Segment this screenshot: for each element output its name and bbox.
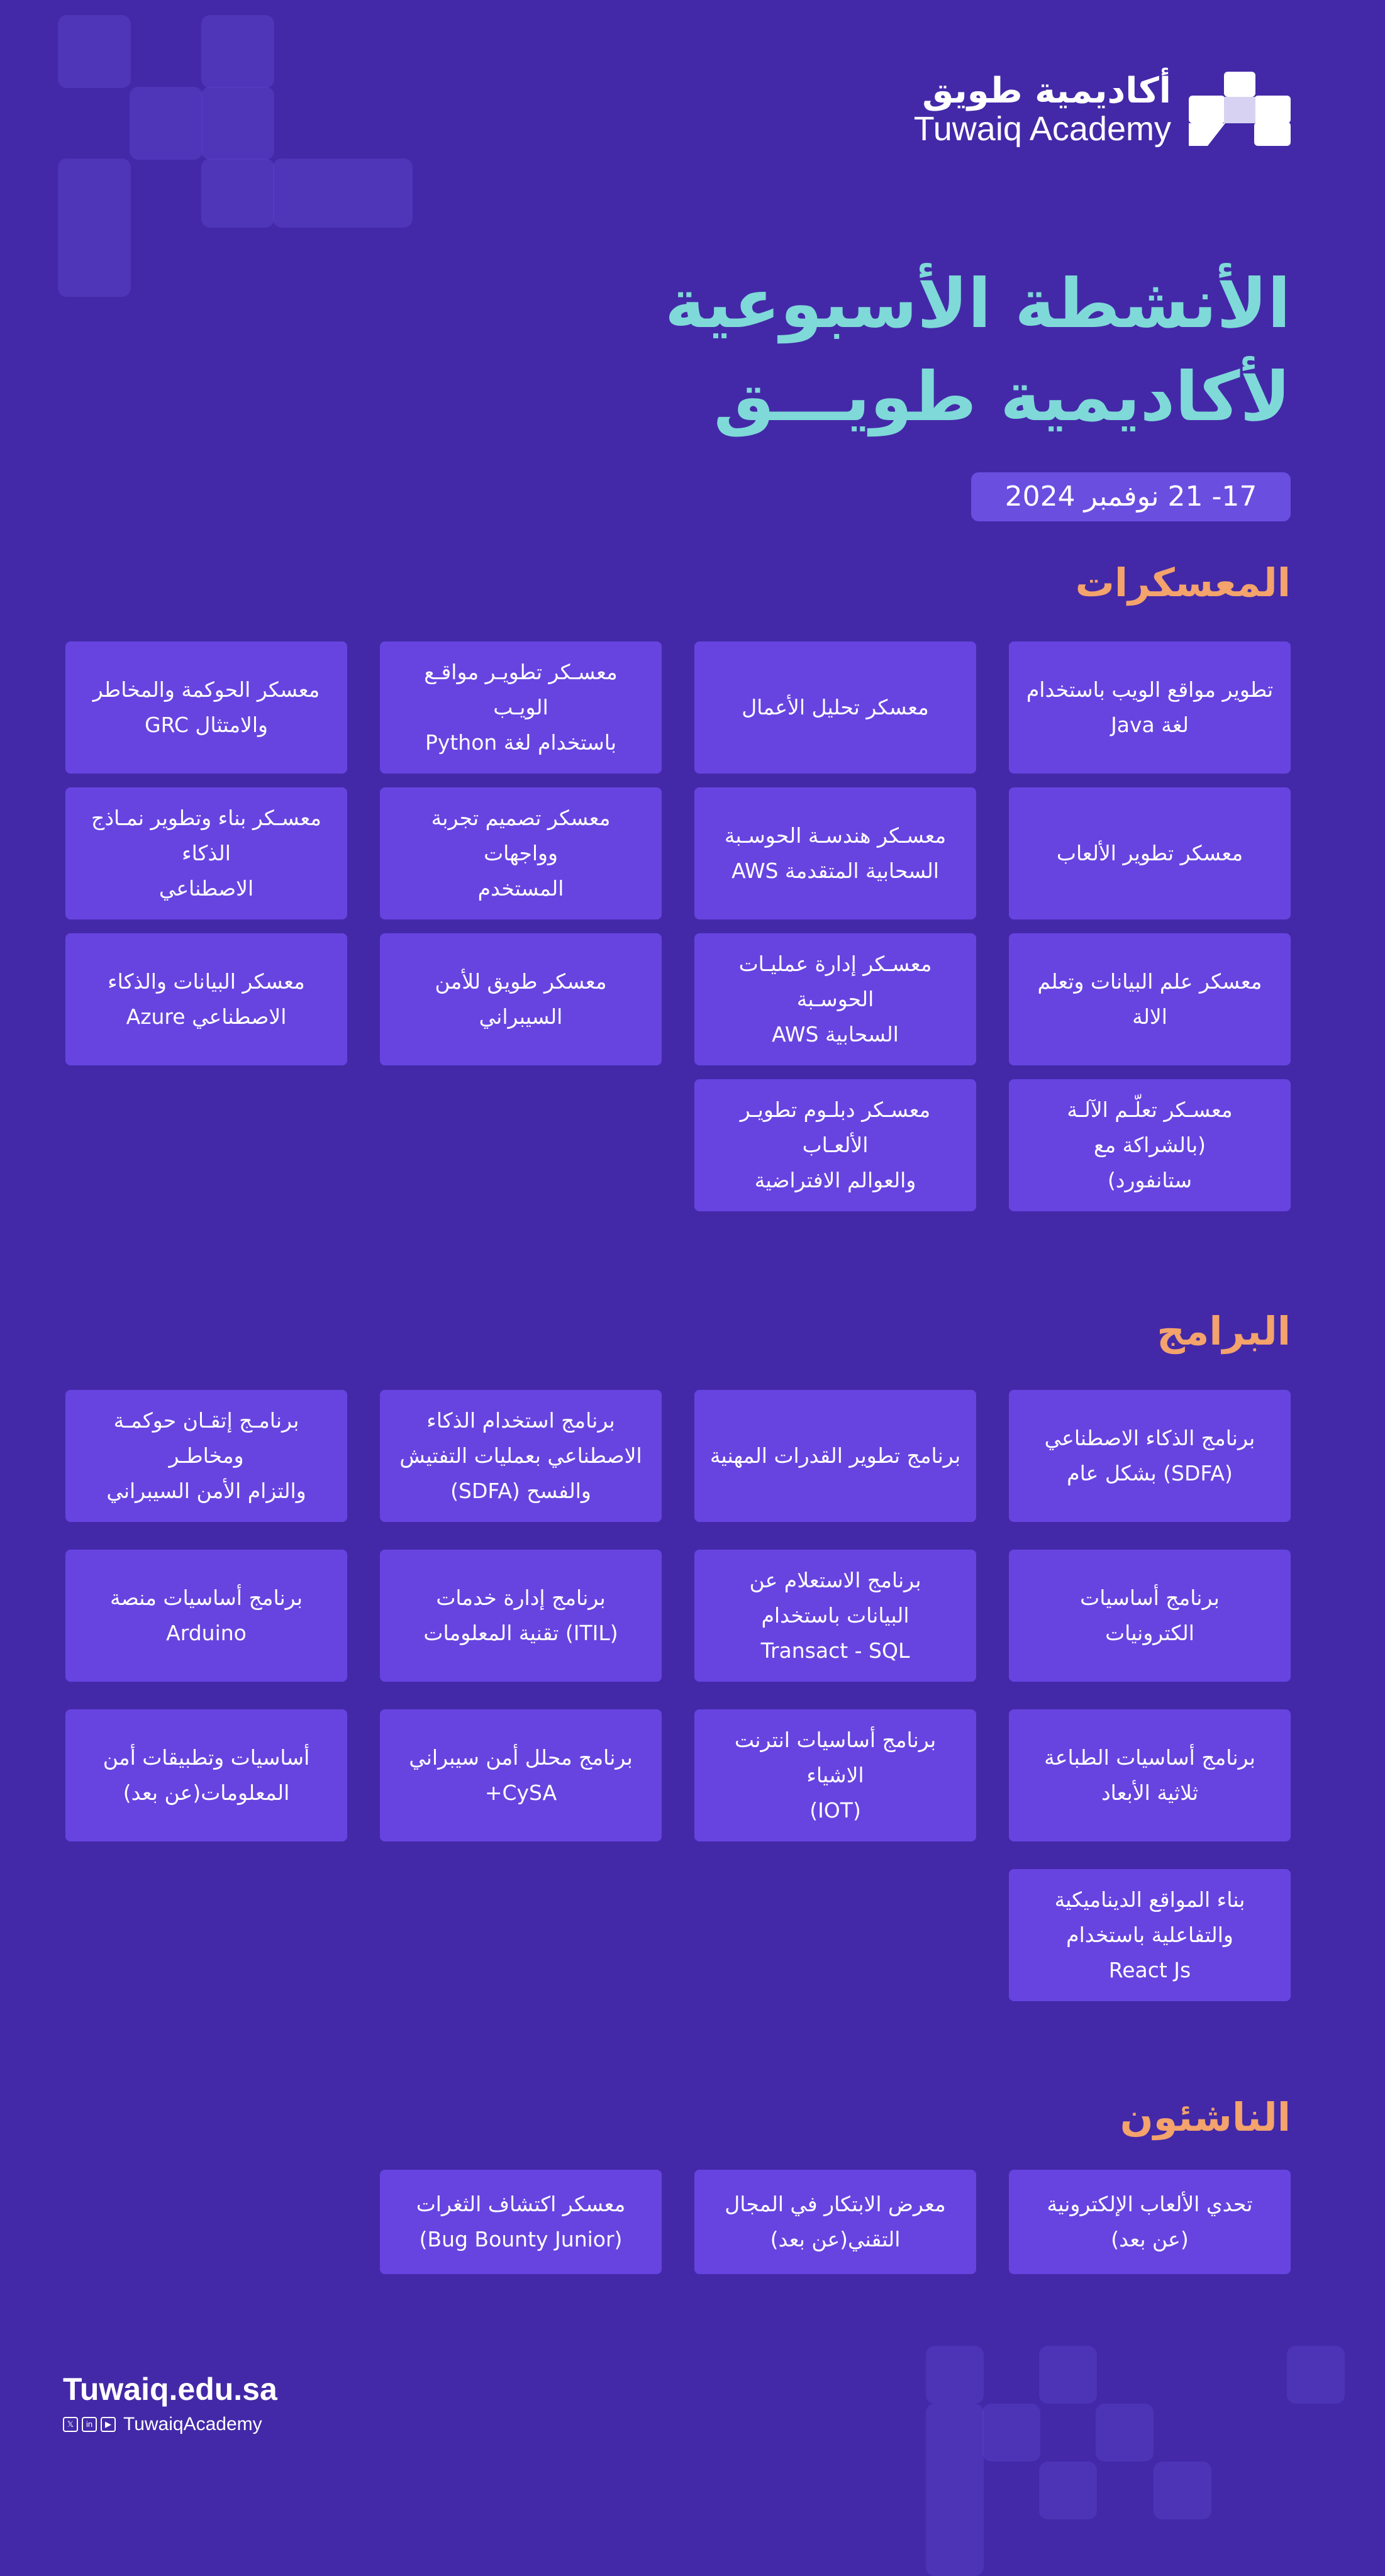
- camp-card: معسكر تحليل الأعمال: [694, 641, 976, 774]
- page-title-line-1: الأنشطة الأسبوعية: [665, 265, 1291, 343]
- page-title-line-2: لأكاديمية طويـــق: [713, 358, 1291, 436]
- camp-card: تطوير مواقع الويب باستخدام لغة Java: [1009, 641, 1291, 774]
- program-card: برنامج الاستعلام عن البيانات باستخدام Transact - SQL: [694, 1550, 976, 1682]
- social-handle-label: TuwaiqAcademy: [123, 2414, 262, 2434]
- program-card: برنامج أساسيات منصة Arduino: [65, 1550, 347, 1682]
- decor-square: [273, 158, 413, 228]
- x-icon: 𝕏: [63, 2417, 78, 2432]
- logo-arabic-name: أكاديمية طويق: [922, 70, 1171, 111]
- section-title-programs: البرامج: [1157, 1308, 1291, 1354]
- decor-square: [201, 87, 274, 160]
- camps-grid: [63, 641, 1291, 1211]
- decor-square: [1039, 2346, 1097, 2404]
- section-title-camps: المعسكرات: [1075, 560, 1291, 606]
- program-card: برنامج أساسيات الكترونيات: [1009, 1550, 1291, 1682]
- program-card: برنامج محلل أمن سيبراني CySA+: [380, 1709, 662, 1841]
- page-title: [665, 258, 1291, 444]
- decor-square: [926, 2346, 984, 2404]
- decor-square: [201, 158, 274, 228]
- camp-card: معسـكر تعلّـم الآلـة (بالشراكة مع ستانفورد): [1009, 1079, 1291, 1211]
- camp-card: معسـكر تطويـر مواقـع الويـب باستخدام لغة Python: [380, 641, 662, 774]
- program-card: برنامج الذكاء الاصطناعي (SDFA) بشكل عام: [1009, 1390, 1291, 1522]
- program-card: برنامـج إتقـان حوكمـة ومخاطـر والتزام الأمن السيبراني: [65, 1390, 347, 1522]
- decor-square: [58, 15, 131, 88]
- program-card: أساسيات وتطبيقات أمن المعلومات(عن بعد): [65, 1709, 347, 1841]
- decor-square: [1287, 2346, 1345, 2404]
- program-card: برنامج أساسيات انترنت الاشياء (IOT): [694, 1709, 976, 1841]
- camp-card: معسكر تطوير الألعاب: [1009, 787, 1291, 919]
- decor-square: [926, 2404, 984, 2576]
- decor-square: [1039, 2462, 1097, 2519]
- tuwaiq-logo-icon: [1189, 72, 1291, 146]
- program-card: برنامج إدارة خدمات (ITIL) تقنية المعلومات: [380, 1550, 662, 1682]
- decor-square: [130, 87, 203, 160]
- decor-square: [982, 2404, 1040, 2462]
- camp-card: معسـكر إدارة عمليـات الحوسـبة السحابية AWS: [694, 933, 976, 1065]
- program-card: برنامج استخدام الذكاء الاصطناعي بعمليات التفتيش والفسح (SDFA): [380, 1390, 662, 1522]
- youth-grid: [63, 2170, 1291, 2274]
- camp-card: معسكر تصميم تجربة وواجهات المستخدم: [380, 787, 662, 919]
- decor-square: [58, 158, 131, 297]
- logo-english-name: Tuwaiq Academy: [913, 110, 1171, 148]
- camp-card: معسكر علم البيانات وتعلم الالة: [1009, 933, 1291, 1065]
- youth-card: معرض الابتكار في المجال التقني(عن بعد): [694, 2170, 976, 2274]
- camp-card: معسـكر هندسـة الحوسـبة السحابية المتقدمة AWS: [694, 787, 976, 919]
- date-badge: 17- 21 نوفمبر 2024: [971, 472, 1291, 521]
- brand-logo: [888, 70, 1291, 151]
- decor-square: [201, 15, 274, 88]
- website-link[interactable]: Tuwaiq.edu.sa: [63, 2372, 277, 2407]
- youth-card: تحدي الألعاب الإلكترونية (عن بعد): [1009, 2170, 1291, 2274]
- camp-card: معسـكر بناء وتطوير نمـاذج الذكاء الاصطناعي: [65, 787, 347, 919]
- section-title-youth: الناشئون: [1120, 2094, 1291, 2140]
- linkedin-icon: in: [82, 2417, 97, 2432]
- decor-square: [1096, 2404, 1154, 2462]
- camp-card: معسـكر دبلـوم تطويـر الألعـاب والعوالم الافتراضية: [694, 1079, 976, 1211]
- program-card: برنامج أساسيات الطباعة ثلاثية الأبعاد: [1009, 1709, 1291, 1841]
- youtube-icon: ▶: [101, 2417, 116, 2432]
- decor-square: [1154, 2462, 1211, 2519]
- program-card: برنامج تطوير القدرات المهنية: [694, 1390, 976, 1522]
- camp-card: معسكر البيانات والذكاء الاصطناعي Azure: [65, 933, 347, 1065]
- program-card: بناء المواقع الديناميكية والتفاعلية باستخدام React Js: [1009, 1869, 1291, 2001]
- youth-card: معسكر اكتشاف الثغرات (Bug Bounty Junior): [380, 2170, 662, 2274]
- programs-grid: [63, 1390, 1291, 2001]
- social-handle[interactable]: [63, 2414, 262, 2435]
- camp-card: معسكر طويق للأمن السيبراني: [380, 933, 662, 1065]
- camp-card: معسكر الحوكمة والمخاطر والامتثال GRC: [65, 641, 347, 774]
